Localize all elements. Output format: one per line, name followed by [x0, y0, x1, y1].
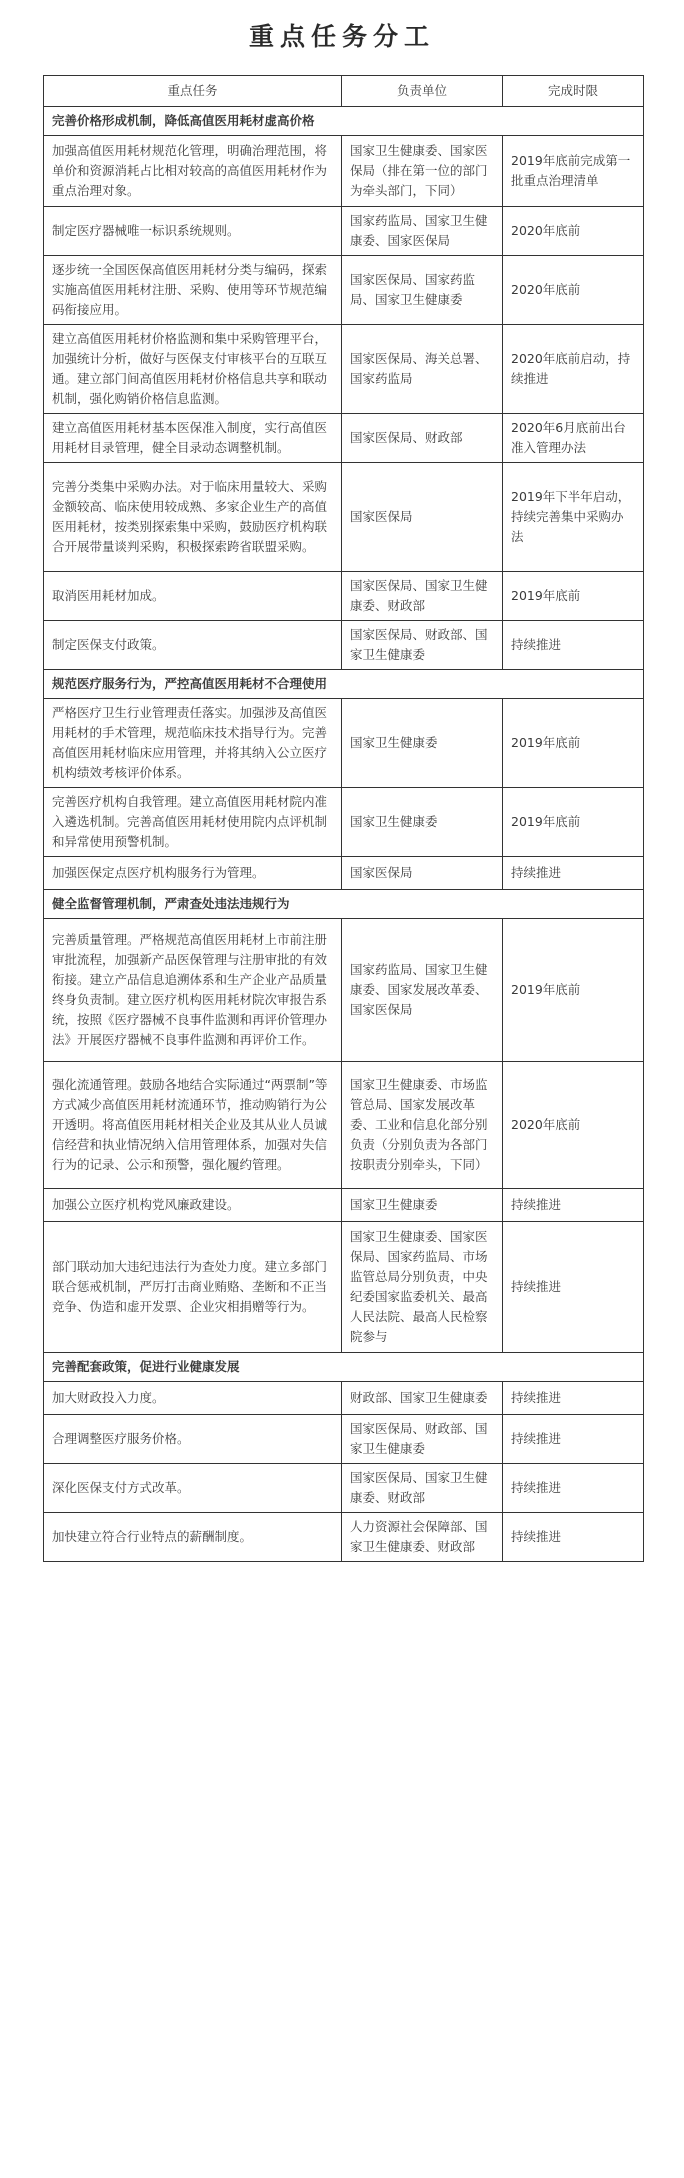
task-cell: 完善医疗机构自我管理。建立高值医用耗材院内准入遴选机制。完善高值医用耗材使用院内点评机制和异常使用预警机制。	[44, 788, 342, 857]
table-row	[44, 788, 644, 857]
task-cell: 完善分类集中采购办法。对于临床用量较大、采购金额较高、临床使用较成熟、多家企业生产的高值医用耗材，按类别探索集中采购，鼓励医疗机构联合开展带量谈判采购，积极探索跨省联盟采购。	[44, 463, 342, 572]
task-cell: 加大财政投入力度。	[44, 1382, 342, 1415]
unit-cell: 国家医保局、财政部、国家卫生健康委	[342, 621, 503, 670]
table-row	[44, 699, 644, 788]
unit-cell: 国家卫生健康委、国家医保局、国家药监局、市场监管总局分别负责，中央纪委国家监委机关、最高人民法院、最高人民检察院参与	[342, 1222, 503, 1353]
deadline-cell: 持续推进	[503, 1415, 644, 1464]
table-row	[44, 325, 644, 414]
table-row	[44, 1062, 644, 1189]
task-cell: 制定医保支付政策。	[44, 621, 342, 670]
deadline-cell: 持续推进	[503, 621, 644, 670]
section-row	[44, 107, 644, 136]
task-cell: 深化医保支付方式改革。	[44, 1464, 342, 1513]
deadline-cell: 2019年底前	[503, 572, 644, 621]
unit-cell: 财政部、国家卫生健康委	[342, 1382, 503, 1415]
deadline-cell: 2019年底前	[503, 788, 644, 857]
section-heading: 规范医疗服务行为，严控高值医用耗材不合理使用	[44, 670, 644, 699]
header-unit: 负责单位	[342, 76, 503, 107]
task-cell: 加强公立医疗机构党风廉政建设。	[44, 1189, 342, 1222]
table-row	[44, 207, 644, 256]
deadline-cell: 2020年底前启动，持续推进	[503, 325, 644, 414]
deadline-cell: 持续推进	[503, 857, 644, 890]
unit-cell: 国家医保局、国家卫生健康委、财政部	[342, 1464, 503, 1513]
unit-cell: 国家卫生健康委、市场监管总局、国家发展改革委、工业和信息化部分别负责（分别负责为各部门按职责分别牵头，下同）	[342, 1062, 503, 1189]
table-row	[44, 1189, 644, 1222]
table-row	[44, 1382, 644, 1415]
task-table	[43, 75, 644, 1562]
unit-cell: 国家药监局、国家卫生健康委、国家医保局	[342, 207, 503, 256]
unit-cell: 国家医保局、国家药监局、国家卫生健康委	[342, 256, 503, 325]
table-row	[44, 857, 644, 890]
unit-cell: 国家医保局	[342, 463, 503, 572]
task-cell: 逐步统一全国医保高值医用耗材分类与编码，探索实施高值医用耗材注册、采购、使用等环节规范编码衔接应用。	[44, 256, 342, 325]
unit-cell: 国家卫生健康委	[342, 699, 503, 788]
header-task: 重点任务	[44, 76, 342, 107]
deadline-cell: 持续推进	[503, 1513, 644, 1562]
unit-cell: 国家医保局、国家卫生健康委、财政部	[342, 572, 503, 621]
table-row	[44, 621, 644, 670]
unit-cell: 国家医保局、财政部	[342, 414, 503, 463]
task-cell: 严格医疗卫生行业管理责任落实。加强涉及高值医用耗材的手术管理，规范临床技术指导行为。完善高值医用耗材临床应用管理，并将其纳入公立医疗机构绩效考核评价体系。	[44, 699, 342, 788]
deadline-cell: 2019年下半年启动，持续完善集中采购办法	[503, 463, 644, 572]
section-heading: 完善配套政策，促进行业健康发展	[44, 1353, 644, 1382]
deadline-cell: 2019年底前	[503, 919, 644, 1062]
table-row	[44, 256, 644, 325]
task-cell: 加快建立符合行业特点的薪酬制度。	[44, 1513, 342, 1562]
table-row	[44, 572, 644, 621]
table-row	[44, 414, 644, 463]
table-row	[44, 1415, 644, 1464]
deadline-cell: 持续推进	[503, 1464, 644, 1513]
table-row	[44, 136, 644, 207]
deadline-cell: 持续推进	[503, 1222, 644, 1353]
task-cell: 完善质量管理。严格规范高值医用耗材上市前注册审批流程，加强新产品医保管理与注册审批的有效衔接。建立产品信息追溯体系和生产企业产品质量终身负责制。建立医疗机构医用耗材院次审报告系统，按照《医疗器械不良事件监测和再评价管理办法》开展医疗器械不良事件监测和再评价工作。	[44, 919, 342, 1062]
section-row	[44, 1353, 644, 1382]
task-cell: 建立高值医用耗材价格监测和集中采购管理平台，加强统计分析，做好与医保支付审核平台的互联互通。建立部门间高值医用耗材价格信息共享和联动机制，强化购销价格信息监测。	[44, 325, 342, 414]
task-cell: 强化流通管理。鼓励各地结合实际通过“两票制”等方式减少高值医用耗材流通环节，推动购销行为公开透明。将高值医用耗材相关企业及其从业人员诚信经营和执业情况纳入信用管理体系，加强对失信行为的记录、公示和预警，强化履约管理。	[44, 1062, 342, 1189]
table-row	[44, 1513, 644, 1562]
deadline-cell: 2020年底前	[503, 207, 644, 256]
unit-cell: 国家卫生健康委	[342, 1189, 503, 1222]
task-cell: 部门联动加大违纪违法行为查处力度。建立多部门联合惩戒机制，严厉打击商业贿赂、垄断和不正当竞争、伪造和虚开发票、企业灾相捐赠等行为。	[44, 1222, 342, 1353]
section-heading: 健全监督管理机制，严肃查处违法违规行为	[44, 890, 644, 919]
deadline-cell: 2020年6月底前出台准入管理办法	[503, 414, 644, 463]
unit-cell: 国家医保局	[342, 857, 503, 890]
table-row	[44, 1222, 644, 1353]
task-cell: 制定医疗器械唯一标识系统规则。	[44, 207, 342, 256]
header-deadline: 完成时限	[503, 76, 644, 107]
task-cell: 合理调整医疗服务价格。	[44, 1415, 342, 1464]
task-cell: 取消医用耗材加成。	[44, 572, 342, 621]
unit-cell: 国家药监局、国家卫生健康委、国家发展改革委、国家医保局	[342, 919, 503, 1062]
deadline-cell: 2020年底前	[503, 1062, 644, 1189]
task-cell: 加强高值医用耗材规范化管理，明确治理范围，将单价和资源消耗占比相对较高的高值医用耗材作为重点治理对象。	[44, 136, 342, 207]
unit-cell: 国家卫生健康委、国家医保局（排在第一位的部门为牵头部门，下同）	[342, 136, 503, 207]
table-row	[44, 463, 644, 572]
table-row	[44, 919, 644, 1062]
section-heading: 完善价格形成机制，降低高值医用耗材虚高价格	[44, 107, 644, 136]
task-cell: 建立高值医用耗材基本医保准入制度，实行高值医用耗材目录管理，健全目录动态调整机制。	[44, 414, 342, 463]
page-title: 重点任务分工	[248, 22, 435, 51]
table-header-row	[44, 76, 644, 107]
unit-cell: 国家医保局、海关总署、国家药监局	[342, 325, 503, 414]
section-row	[44, 670, 644, 699]
unit-cell: 国家卫生健康委	[342, 788, 503, 857]
deadline-cell: 持续推进	[503, 1382, 644, 1415]
unit-cell: 国家医保局、财政部、国家卫生健康委	[342, 1415, 503, 1464]
section-row	[44, 890, 644, 919]
deadline-cell: 2020年底前	[503, 256, 644, 325]
task-cell: 加强医保定点医疗机构服务行为管理。	[44, 857, 342, 890]
unit-cell: 人力资源社会保障部、国家卫生健康委、财政部	[342, 1513, 503, 1562]
deadline-cell: 持续推进	[503, 1189, 644, 1222]
table-row	[44, 1464, 644, 1513]
deadline-cell: 2019年底前	[503, 699, 644, 788]
deadline-cell: 2019年底前完成第一批重点治理清单	[503, 136, 644, 207]
